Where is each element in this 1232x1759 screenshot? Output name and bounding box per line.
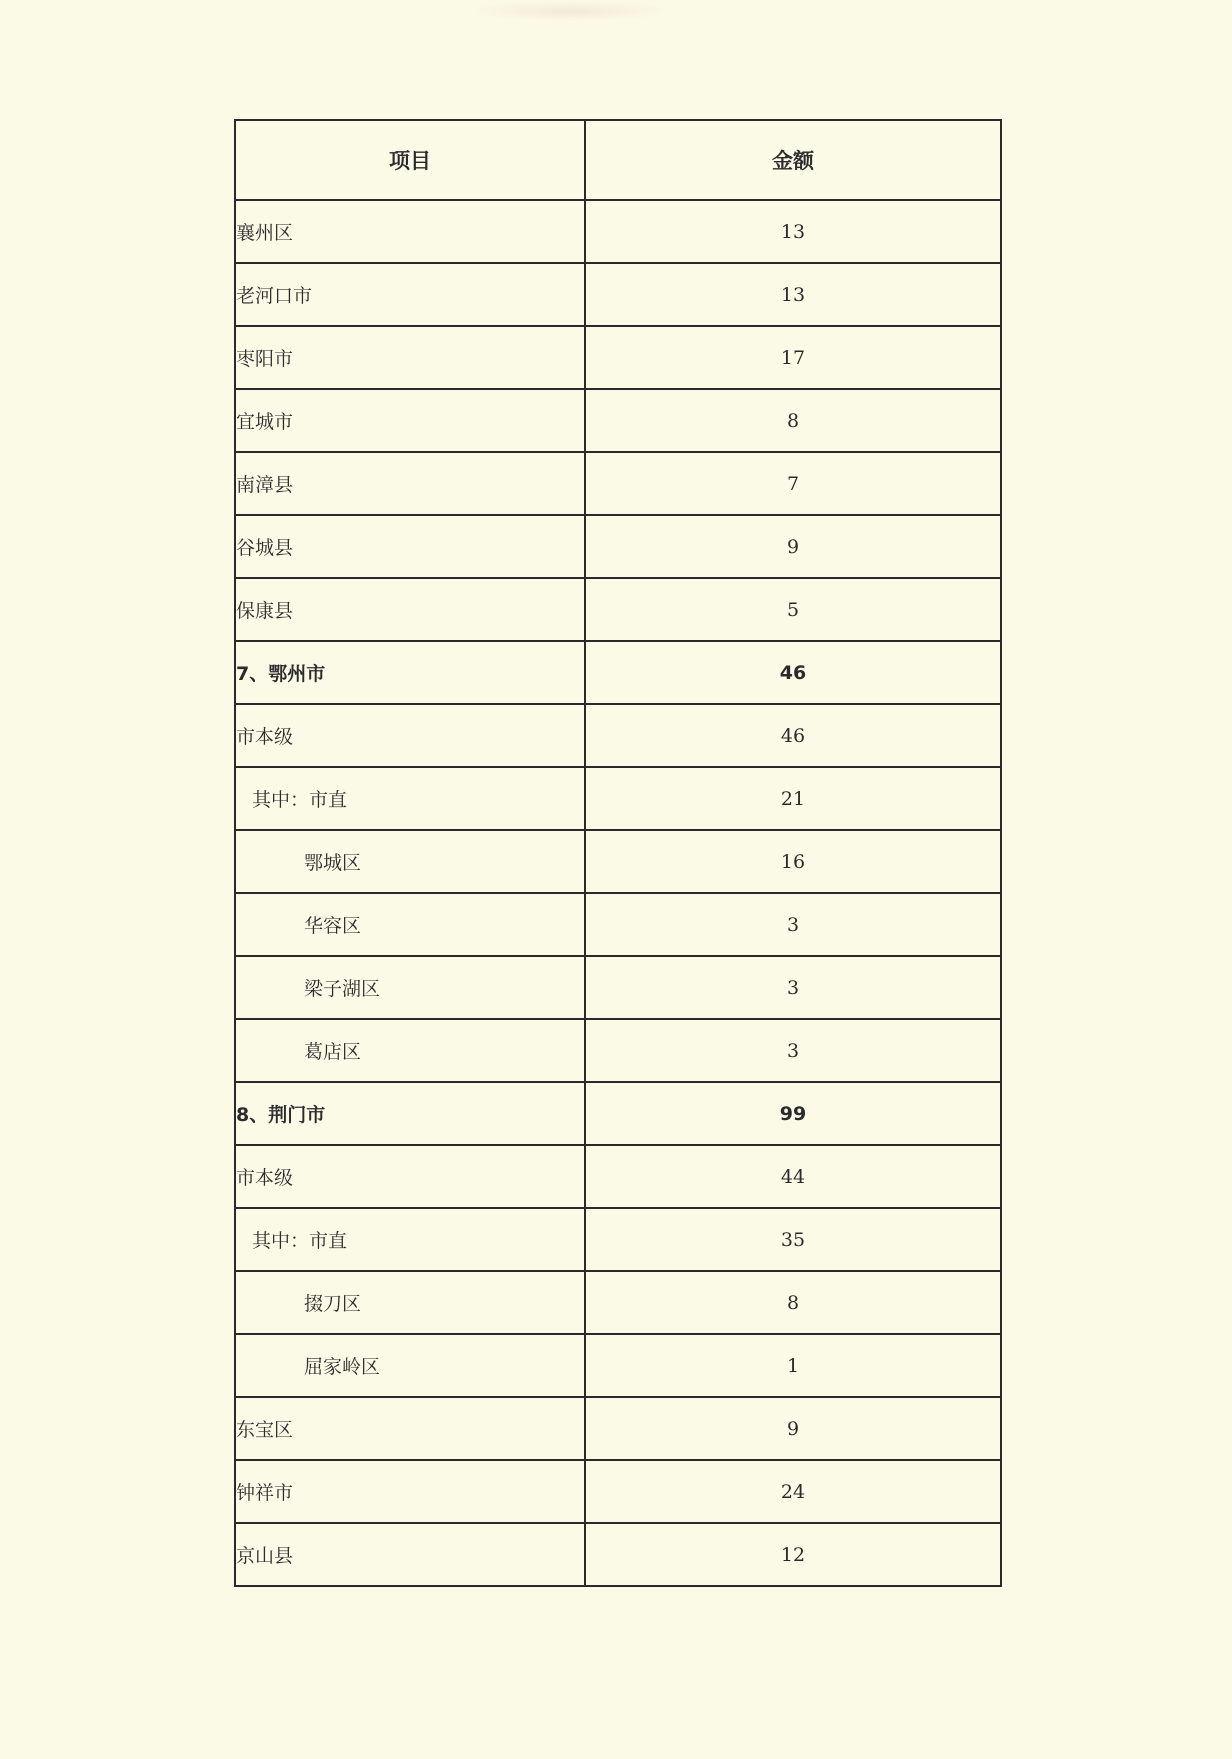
row-item-label: 鄂城区 [235,830,585,893]
header-row [235,120,1001,200]
table-row [235,1082,1001,1145]
row-amount-value: 9 [585,515,1001,578]
row-amount-value: 13 [585,200,1001,263]
row-amount-value: 46 [585,704,1001,767]
row-item-label: 京山县 [235,1523,585,1586]
table-row [235,767,1001,830]
row-item-label: 市本级 [235,1145,585,1208]
row-amount-value: 46 [585,641,1001,704]
row-item-label: 谷城县 [235,515,585,578]
table-body [235,200,1001,1586]
row-item-label: 东宝区 [235,1397,585,1460]
table-row [235,893,1001,956]
table-row [235,1019,1001,1082]
table-row [235,1145,1001,1208]
table-row [235,389,1001,452]
table-row [235,452,1001,515]
row-item-label: 其中：市直 [235,767,585,830]
table-row [235,704,1001,767]
row-amount-value: 24 [585,1460,1001,1523]
row-item-label: 枣阳市 [235,326,585,389]
table-row [235,830,1001,893]
row-amount-value: 12 [585,1523,1001,1586]
row-item-label: 7、鄂州市 [235,641,585,704]
table-row [235,641,1001,704]
header-amount: 金额 [585,120,1001,200]
row-item-label: 钟祥市 [235,1460,585,1523]
row-item-label: 老河口市 [235,263,585,326]
row-amount-value: 8 [585,1271,1001,1334]
table-row [235,263,1001,326]
row-amount-value: 7 [585,452,1001,515]
row-item-label: 南漳县 [235,452,585,515]
row-amount-value: 99 [585,1082,1001,1145]
table-row [235,1460,1001,1523]
table-row [235,956,1001,1019]
row-amount-value: 3 [585,893,1001,956]
table-row [235,578,1001,641]
row-item-label: 宜城市 [235,389,585,452]
scan-smudge [470,0,670,22]
row-amount-value: 17 [585,326,1001,389]
table-row [235,1208,1001,1271]
row-item-label: 市本级 [235,704,585,767]
budget-table [234,119,1002,1587]
table-row [235,200,1001,263]
table-row [235,515,1001,578]
row-amount-value: 3 [585,956,1001,1019]
row-item-label: 8、荆门市 [235,1082,585,1145]
row-amount-value: 5 [585,578,1001,641]
table-row [235,1271,1001,1334]
row-amount-value: 1 [585,1334,1001,1397]
table-row [235,326,1001,389]
row-amount-value: 8 [585,389,1001,452]
row-item-label: 屈家岭区 [235,1334,585,1397]
row-item-label: 葛店区 [235,1019,585,1082]
row-item-label: 掇刀区 [235,1271,585,1334]
row-item-label: 襄州区 [235,200,585,263]
row-amount-value: 35 [585,1208,1001,1271]
header-item: 项目 [235,120,585,200]
row-amount-value: 16 [585,830,1001,893]
row-item-label: 保康县 [235,578,585,641]
row-amount-value: 21 [585,767,1001,830]
row-item-label: 华容区 [235,893,585,956]
row-amount-value: 44 [585,1145,1001,1208]
table-row [235,1397,1001,1460]
row-item-label: 梁子湖区 [235,956,585,1019]
table-header [235,120,1001,200]
table-row [235,1334,1001,1397]
table-row [235,1523,1001,1586]
row-item-label: 其中：市直 [235,1208,585,1271]
row-amount-value: 3 [585,1019,1001,1082]
row-amount-value: 9 [585,1397,1001,1460]
row-amount-value: 13 [585,263,1001,326]
